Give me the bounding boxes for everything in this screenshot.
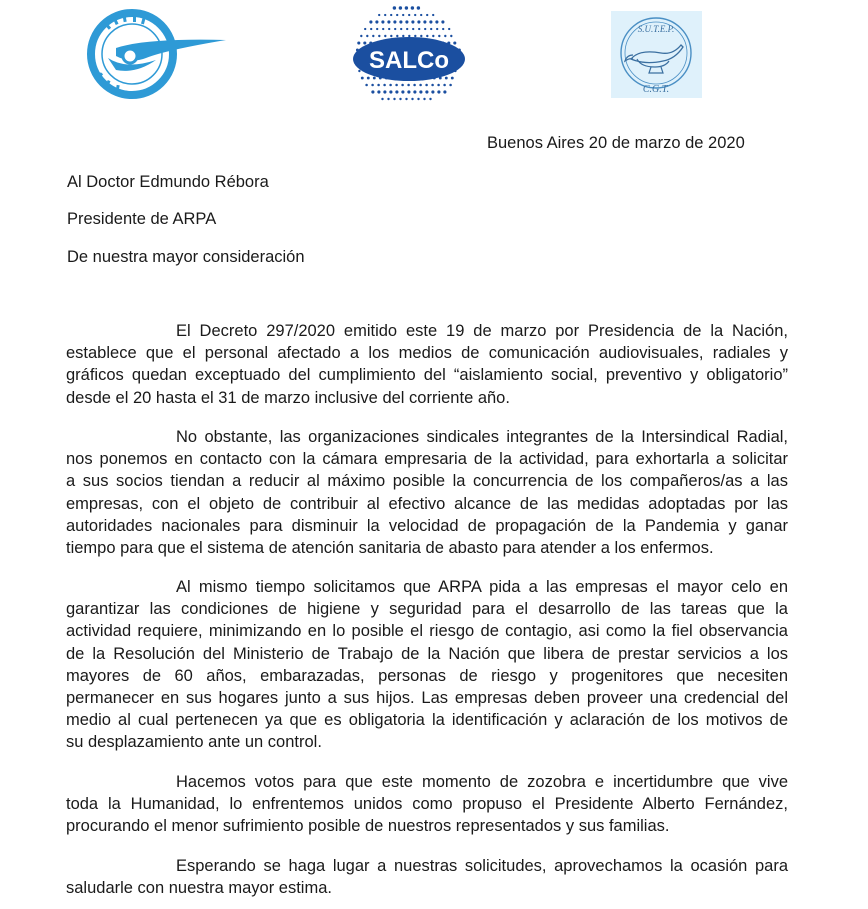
globe-dot <box>375 20 378 23</box>
paragraph-line: Hacemos votos para que este momento de zozobra e incertidumbre que vive <box>176 773 788 791</box>
globe-dot <box>372 35 374 37</box>
globe-dot <box>358 70 360 72</box>
wing-wheel-emblem-icon <box>86 8 231 100</box>
globe-dot <box>431 90 434 93</box>
globe-dot <box>429 98 431 100</box>
globe-dot <box>435 20 438 23</box>
globe-dot <box>377 84 380 87</box>
globe-dot <box>365 84 368 87</box>
paragraph-line: gráficos quedan exceptuado del cumplimiento del “aislamiento social, preventivo y obligatorio” <box>66 366 788 385</box>
globe-dot <box>411 98 413 100</box>
globe-dot <box>378 35 380 37</box>
globe-dot <box>383 90 386 93</box>
globe-dot <box>420 35 422 37</box>
globe-dot <box>438 35 440 37</box>
globe-dot <box>443 84 446 87</box>
globe-dot <box>431 84 434 87</box>
sutep-seal-text: S.U.T.E.P. <box>637 24 675 34</box>
paragraph-line: permanecer en sus hogares junto a sus hijos. Las empresas deben proveer una credencial del <box>66 688 788 707</box>
globe-dot <box>445 77 448 80</box>
globe-dot <box>414 35 416 37</box>
paragraph-line: establece que el personal afectado a los medios de comunicación audiovisuales, radiales y <box>66 344 788 363</box>
globe-dot <box>406 28 408 30</box>
globe-dot <box>373 77 376 80</box>
paragraph-line: autoridades nacionales para disminuir la velocidad de propagación de la Pandemia y ganar <box>66 516 788 535</box>
cgt-seal-text: C.G.T. <box>642 84 670 95</box>
recipient-title: Presidente de ARPA <box>67 210 217 228</box>
globe-dot <box>387 20 390 23</box>
globe-dot <box>411 6 414 9</box>
globe-dot <box>393 6 396 9</box>
globe-dot <box>432 35 434 37</box>
globe-dot <box>419 84 422 87</box>
globe-dot <box>426 35 428 37</box>
globe-dot <box>389 90 392 93</box>
globe-dot <box>370 28 372 30</box>
globe-dot <box>423 98 425 100</box>
paragraph-line: Al mismo tiempo solicitamos que ARPA pida a las empresas el mayor celo en <box>176 578 788 596</box>
globe-dot <box>418 28 420 30</box>
globe-dot <box>360 35 362 37</box>
paragraph-line: mayores de 60 años, embarazadas, personas de riesgo y progenitores que necesiten <box>66 666 788 685</box>
globe-dot <box>420 14 422 16</box>
body-paragraph-closing <box>66 855 788 899</box>
globe-dot <box>405 98 407 100</box>
globe-dot <box>408 35 410 37</box>
globe-dot <box>401 90 404 93</box>
paragraph-line: actividad requiere, minimizando en lo posible el riesgo de contagio, asi como la fiel observancia <box>66 622 788 641</box>
paragraph-line: saludarle con nuestra mayor estima. <box>66 879 332 898</box>
globe-dot <box>396 35 398 37</box>
globe-dot <box>371 90 374 93</box>
globe-dot <box>444 35 446 37</box>
globe-dot <box>390 35 392 37</box>
globe-dot <box>442 28 444 30</box>
globe-dot <box>378 14 380 16</box>
globe-dot <box>408 14 410 16</box>
paragraph-line: nos ponemos en contacto con la cámara empresaria de la actividad, para exhortarla a solicitar <box>66 450 788 469</box>
globe-dot <box>441 20 444 23</box>
paragraph-line: su desplazamiento ante un control. <box>66 733 322 752</box>
globe-dot <box>419 90 422 93</box>
globe-dot <box>448 28 450 30</box>
globe-dot <box>453 41 456 44</box>
globe-dot <box>369 20 372 23</box>
globe-dot <box>425 84 428 87</box>
globe-dot <box>361 77 364 80</box>
paragraph-line: desde el 20 hasta el 31 de marzo inclusive del corriente año. <box>66 388 510 407</box>
globe-dot <box>400 28 402 30</box>
salutation: De nuestra mayor consideración <box>67 248 305 266</box>
globe-dot <box>405 20 408 23</box>
globe-dot <box>411 20 414 23</box>
paragraph-line: de la Resolución del Ministerio de Trabajo de la Nación que libera de prestar servicios a los <box>66 644 788 663</box>
globe-dot <box>381 98 383 100</box>
globe-dot <box>393 20 396 23</box>
paragraph-line: medio al cual pertenecen ya que es obligatoria la identificación y aclaración de los motivos de <box>66 711 788 730</box>
globe-dot <box>432 14 434 16</box>
globe-dot <box>407 84 410 87</box>
recipient-name: Al Doctor Edmundo Rébora <box>67 173 269 191</box>
globe-dot <box>417 20 420 23</box>
globe-dot <box>430 28 432 30</box>
paragraph-line: El Decreto 297/2020 emitido este 19 de marzo por Presidencia de la Nación, <box>176 322 788 340</box>
globe-dot <box>402 14 404 16</box>
body-paragraph-unity <box>66 771 788 838</box>
globe-dot <box>387 98 389 100</box>
globe-dot <box>384 35 386 37</box>
globe-dot <box>407 90 410 93</box>
paragraph-line: garantizar las condiciones de higiene y seguridad para el desarrollo de las tareas que la <box>66 600 788 619</box>
globe-dot <box>377 90 380 93</box>
paragraph-line: No obstante, las organizaciones sindicales integrantes de la Intersindical Radial, <box>176 428 788 446</box>
body-paragraph-request <box>66 426 788 559</box>
globe-dot <box>396 14 398 16</box>
letter-date: Buenos Aires 20 de marzo de 2020 <box>487 134 745 152</box>
globe-dot <box>399 20 402 23</box>
globe-dot <box>437 84 440 87</box>
globe-dot <box>376 28 378 30</box>
paragraph-line: procurando el menor sufrimiento posible de nuestros representados y sus familias. <box>66 817 670 836</box>
globe-dot <box>381 20 384 23</box>
globe-dot <box>402 35 404 37</box>
globe-dot <box>423 20 426 23</box>
globe-dot <box>436 28 438 30</box>
globe-dot <box>388 28 390 30</box>
globe-dot <box>450 35 452 37</box>
globe-dot <box>413 90 416 93</box>
globe-dot <box>384 14 386 16</box>
globe-dot <box>393 98 395 100</box>
globe-dot <box>399 6 402 9</box>
globe-dot <box>364 28 366 30</box>
globe-dot <box>443 90 446 93</box>
globe-dot <box>371 84 374 87</box>
globe-dot <box>451 77 454 80</box>
body-paragraph-decree <box>66 320 788 409</box>
globe-dot <box>363 41 366 44</box>
globe-dot <box>412 28 414 30</box>
globe-dot <box>382 28 384 30</box>
paragraph-line: empresas, con el objeto de contribuir al efectivo alcance de las medidas adoptadas por las <box>66 494 788 513</box>
oil-lamp-seal-icon <box>611 11 702 98</box>
globe-dot <box>383 84 386 87</box>
globe-dot <box>405 6 408 9</box>
globe-dot <box>366 35 368 37</box>
globe-dot <box>424 28 426 30</box>
globe-dot <box>425 90 428 93</box>
globe-dot <box>429 20 432 23</box>
globe-dot <box>437 90 440 93</box>
globe-dot <box>395 84 398 87</box>
paragraph-line: tiempo para que el sistema de atención sanitaria de abasto para atender a los enfermos. <box>66 538 714 557</box>
globe-dot <box>449 84 452 87</box>
globe-dot <box>414 14 416 16</box>
globe-dot <box>395 90 398 93</box>
paragraph-line: toda la Humanidad, lo enfrentemos unidos como propuso el Presidente Alberto Fernández, <box>66 795 788 814</box>
salco-globe-icon <box>348 4 470 108</box>
paragraph-line: Esperando se haga lugar a nuestras solicitudes, aprovechamos la ocasión para <box>176 857 788 875</box>
globe-dot <box>417 98 419 100</box>
globe-dot <box>413 84 416 87</box>
salco-logo-text: SALCo <box>369 47 449 74</box>
globe-dot <box>394 28 396 30</box>
body-paragraph-safety <box>66 576 788 754</box>
globe-dot <box>367 77 370 80</box>
globe-dot <box>390 14 392 16</box>
globe-dot <box>357 41 360 44</box>
globe-dot <box>417 6 420 9</box>
globe-dot <box>389 84 392 87</box>
paragraph-line: a sus socios tiendan a reducir al máximo posible la concurrencia de los compañeros/as a las <box>66 472 788 491</box>
globe-dot <box>426 14 428 16</box>
globe-dot <box>401 84 404 87</box>
globe-dot <box>399 98 401 100</box>
